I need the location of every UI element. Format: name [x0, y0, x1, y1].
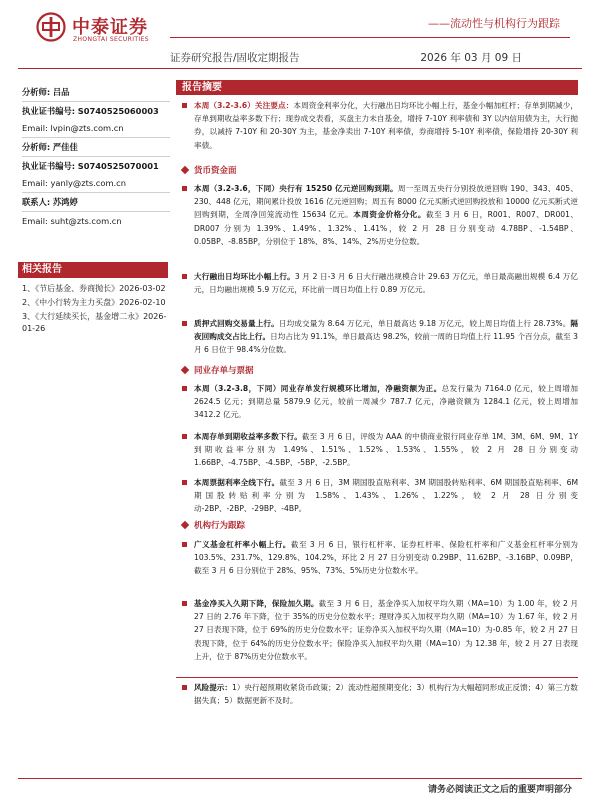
bullet-icon [182, 186, 187, 191]
related-report-item[interactable]: 3、《大行延续买长，基金增二永》2026-01-26 [22, 312, 167, 333]
para-bill-rates: 本周票据利率全线下行。截至 3 月 6 日，3M 期国股直贴利率、3M 期国股转贴利率、6M 期国股直贴利率、6M 期国股转贴利率分别为 1.58%、1.43%、1.26%、1.22%，较 2 月 28 日分别变动-2BP、-2BP、-29BP、-4BP。 [194, 476, 578, 516]
diamond-icon [181, 366, 189, 374]
para-repo-volume: 质押式回购交易量上行。日均成交量为 8.64 万亿元，单日最高达 9.18 万亿元，较上周日均值上行 28.73%。隔夜回购成交占比上行。日均占比为 91.1%，单日最高达 98.2%，较前一周的日均值上行 11.95 个百分点，截至 3 月 6 日位于 98.4%分位数。 [194, 317, 578, 357]
para-duration: 基金净买入久期下降，保险加久期。截至 3 月 6 日，基金净买入加权平均久期（MA=10）为 1.00 年，较 2 月 27 日的 2.76 年下降，位于 35%的历史分位数水平；理财净买入加权平均久期（MA=10）为 1.67 年，较 2 月 27 日表现下降，位于 69%的历史分位数水平；证券净买入加权平均久期（MA=10）为-0.85 年，较 2 月 27 日表现下降，位于 64%的历史分位数水平；保险净买入加权平均久期（MA=10）为 12.38 年，较 2 月 27 日表现上升，位于 87%历史分位数水平。 [194, 597, 578, 663]
diamond-icon [181, 521, 189, 529]
email-2: Email: yanly@zts.com.cn [22, 178, 126, 188]
related-report-item[interactable]: 1、《节后基金、券商抛长》2026-03-02 [22, 284, 166, 293]
brand-name-en: ZHONGTAI SECURITIES [73, 36, 150, 43]
report-type: 证券研究报告/固收定期报告 [170, 52, 300, 64]
company-logo [36, 12, 154, 50]
para-big-bank-lending: 大行融出日均环比小幅上行。3 月 2 日-3 月 6 日大行融出规模合计 29.63 万亿元，单日最高融出规模 6.4 万亿元，日均融出规模 5.9 万亿元，环比前一周日均值上行 0.89 万亿元。 [194, 270, 578, 296]
email-1: Email: lvpin@zts.com.cn [22, 123, 124, 133]
cert-2: 执业证书编号: S0740525070001 [22, 161, 159, 171]
diamond-icon [181, 166, 189, 174]
section-divider [18, 68, 582, 69]
section-money-market: 货币资金面 [176, 165, 576, 178]
brand-name-cn: 中泰证券 [72, 17, 148, 38]
footer-divider [18, 778, 582, 779]
related-reports-title: 相关报告 [18, 262, 168, 278]
email-2-link[interactable]: yanly@zts.com.cn [50, 178, 126, 188]
contact-name: 苏鸿婷 [52, 197, 78, 207]
zts-logo-icon [36, 12, 66, 42]
summary-title: 报告摘要 [176, 80, 578, 95]
contact: 联系人: 苏鸿婷 [22, 197, 78, 207]
bullet-icon [182, 103, 187, 108]
para-risk: 风险提示：1）央行超预期收紧货币政策；2）流动性超预期变化；3）机构行为大幅超同形成正反馈；4）第三方数据失真；5）数据更新不及时。 [194, 681, 578, 707]
analyst-2: 分析师: 严佳佳 [22, 142, 78, 152]
bullet-icon [182, 542, 187, 547]
email-3: Email: suht@zts.com.cn [22, 216, 122, 226]
report-series: ——流动性与机构行为跟踪 [428, 17, 560, 30]
email-1-link[interactable]: lvpin@zts.com.cn [50, 123, 124, 133]
bullet-icon [182, 274, 187, 279]
analyst-1-name: 吕品 [52, 87, 70, 97]
bullet-icon [182, 321, 187, 326]
para-leverage: 广义基金杠杆率小幅上行。截至 3 月 6 日，银行杠杆率、证券杠杆率、保险杠杆率和广义基金杠杆率分别为 103.5%、231.7%、129.8%、104.2%，环比 2 月 27 日分别变动 0.29BP、11.62BP、-3.16BP、0.09BP，截至 3 月 6 日分别位于 28%、95%、73%、5%历史分位数水平。 [194, 538, 578, 578]
email-3-link[interactable]: suht@zts.com.cn [50, 216, 122, 226]
bullet-icon [182, 601, 187, 606]
section-cd-bills: 同业存单与票据 [176, 365, 576, 378]
analyst-2-name: 严佳佳 [52, 142, 78, 152]
summary-header [176, 80, 578, 95]
para-cd-issuance: 本周（3.2-3.8，下同）同业存单发行规模环比增加，净融资额为正。总发行量为 7164.0 亿元，较上周增加 2624.5 亿元；到期总量 5879.9 亿元，较前一周减少 787.7 亿元，净融资额为 1284.1 亿元，较上周增加 3412.2 亿元。 [194, 382, 578, 422]
author-sidebar [22, 84, 170, 230]
para-reverse-repo: 本周（3.2-3.6，下同）央行有 15250 亿元逆回购到期。周一至周五央行分别投放逆回购 190、343、405、230、448 亿元，期间累计投放 1616 亿元逆回购；周五有 8000 亿元买断式逆回购投放和 10000 亿元买断式逆回购到期，全周净回笼流动性 15634 亿元。本周资金价格分化。截至 3 月 6 日，R001、R007、DR001、DR007 分别为 1.39%、1.49%、1.32%、1.41%，较 2 月 28 日分别变动 4.78BP、-1.54BP、0.05BP、-8.85BP，分别位于 18%、8%、14%、2%历史分位数。 [194, 182, 578, 248]
bullet-icon [182, 434, 187, 439]
section-institution-behavior: 机构行为跟踪 [176, 520, 576, 533]
bullet-icon [182, 480, 187, 485]
intro-paragraph: 本周（3.2-3.6）关注要点：本周资金利率分化，大行融出日均环比小幅上行，基金小幅加杠杆；存单到期减少，存单到期收益率多数下行；现券成交表看，买盘主力未自基金，增持 7-10Y 利率债和 3Y 以内信用债为主，大行抛券，以减持 7-10Y 和 20-30Y 为主，基金净卖出 7-10Y 利率债，券商增持 5-10Y 利率债，保险增持 20-30Y 利率债。 [194, 99, 578, 152]
bullet-icon [182, 685, 187, 690]
related-reports-list [22, 283, 170, 337]
footer-disclaimer: 请务必阅读正文之后的重要声明部分 [427, 785, 572, 795]
report-date: 2026 年 03 月 09 日 [420, 52, 522, 64]
analyst-1: 分析师: 吕品 [22, 87, 70, 97]
header-divider [170, 37, 570, 38]
para-cd-yield: 本周存单到期收益率多数下行。截至 3 月 6 日，评级为 AAA 的中债商业银行同业存单 1M、3M、6M、9M、1Y 到期收益率分别为 1.49%、1.51%、1.52%、1.53%、1.55%，较 2 月 28 日分别变动 1.66BP、-4.75BP、-4.5BP、-5BP、-2.5BP。 [194, 430, 578, 470]
cert-1: 执业证书编号: S0740525060003 [22, 106, 159, 116]
bullet-icon [182, 386, 187, 391]
related-report-item[interactable]: 2、《中小行转为主力买盘》2026-02-10 [22, 298, 166, 307]
